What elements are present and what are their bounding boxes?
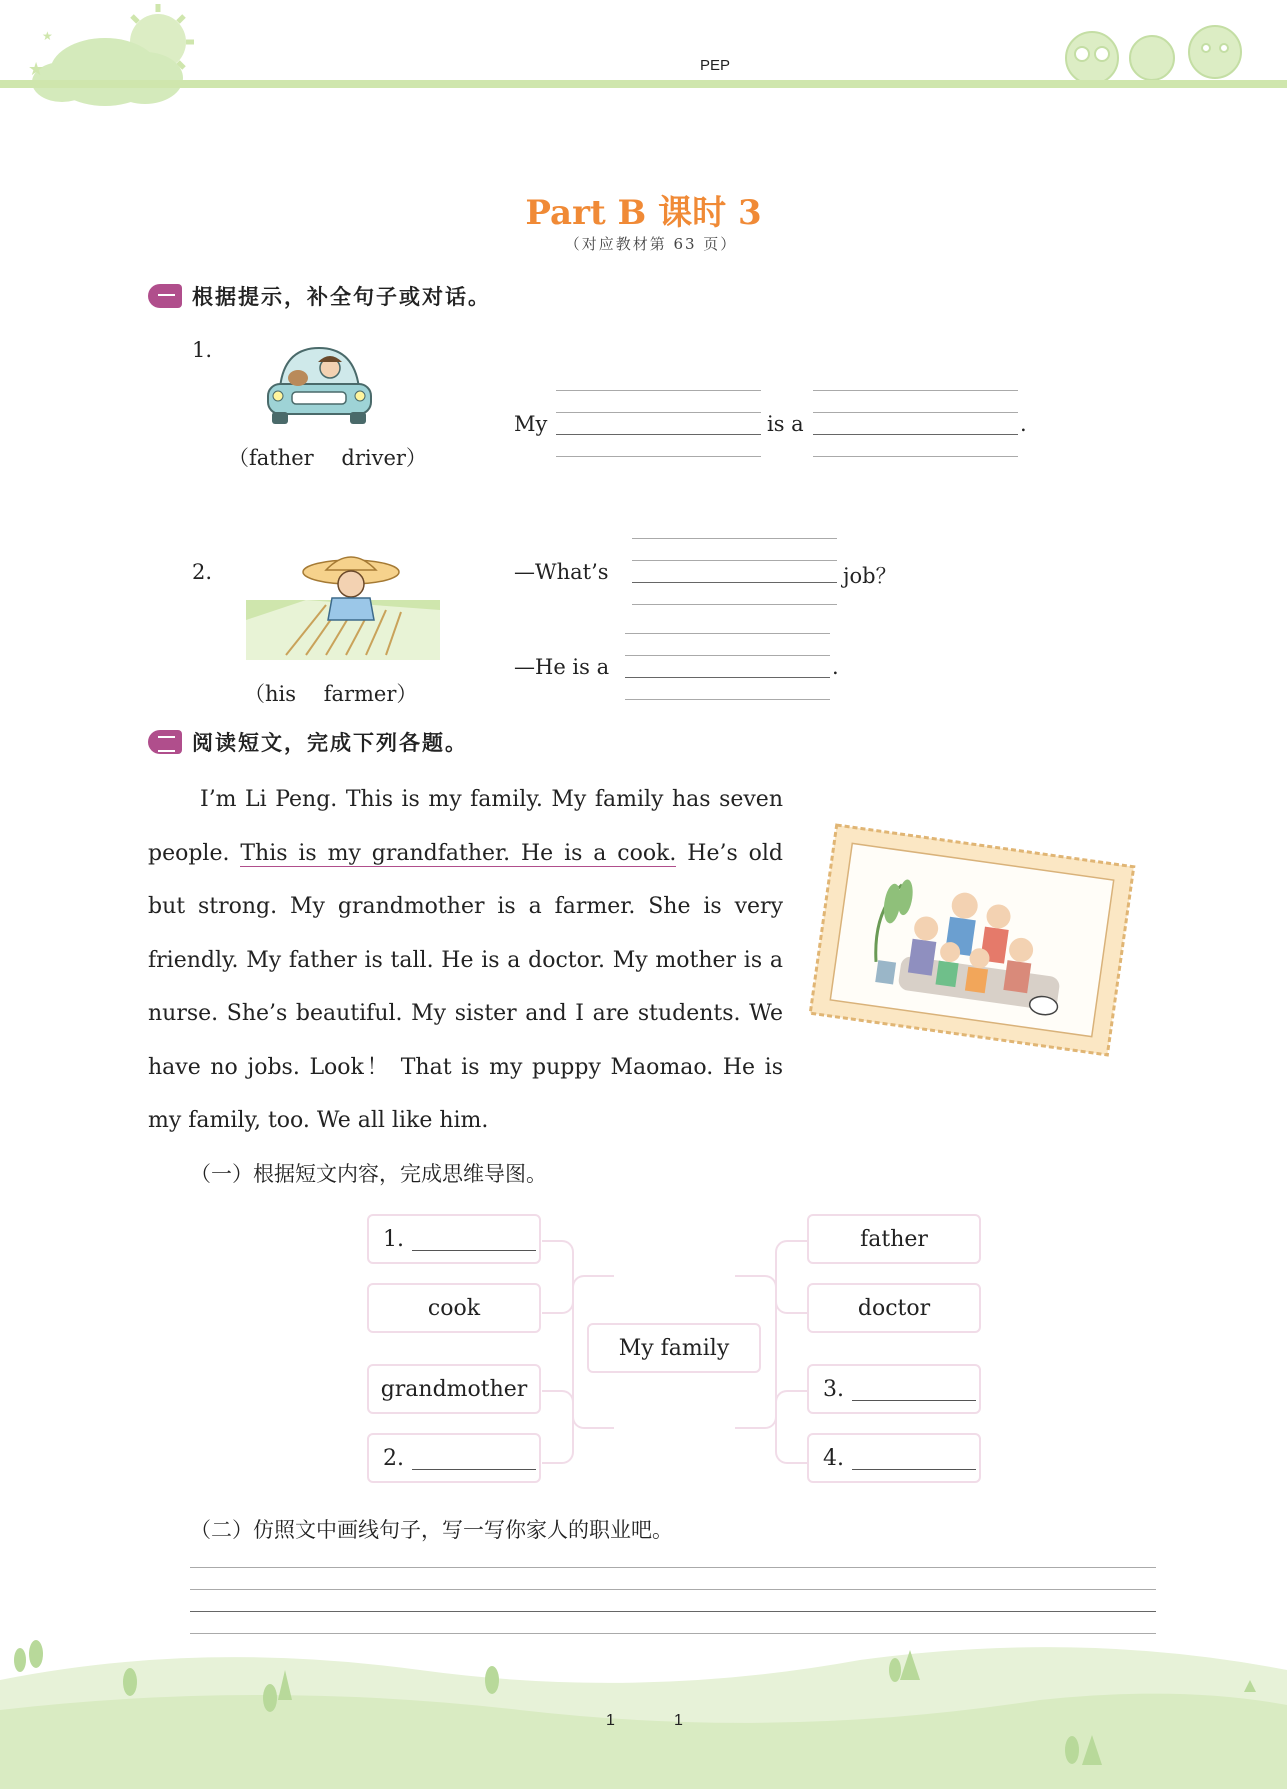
section-1-title: 根据提示，补全句子或对话。 [192, 285, 491, 309]
page-subtitle: （对应教材第 63 页） [564, 235, 738, 253]
item-2-question-end: job？ [843, 564, 897, 588]
page-number-left: 1 [606, 1712, 615, 1729]
item-2-hint: （his farmer） [244, 682, 418, 706]
mindmap-left-label-4: 2. [383, 1445, 404, 1471]
section-1-heading [148, 282, 491, 310]
mindmap-left-box-4[interactable] [367, 1433, 541, 1483]
item-2-answer-start: —He is a [514, 655, 610, 679]
mindmap-blank-4[interactable] [852, 1447, 976, 1470]
section-2-badge-icon [148, 730, 182, 754]
page-number-right: 1 [674, 1712, 683, 1729]
mindmap-right-label-1: father [860, 1226, 928, 1252]
mindmap-right-label-4: 4. [823, 1445, 844, 1471]
item-2-number: 2. [192, 560, 213, 584]
mindmap-center-box [587, 1323, 761, 1373]
section-2-heading [148, 728, 468, 756]
item-2-answer-end: . [832, 655, 839, 679]
item-1-blank-father[interactable] [556, 392, 761, 454]
reading-passage [148, 773, 783, 1148]
mindmap-left-box-3 [367, 1364, 541, 1414]
mindmap-center-label: My family [618, 1335, 730, 1361]
item-1-period: . [1020, 412, 1027, 436]
car-driver-illustration [262, 340, 377, 430]
sun-cloud-decoration [28, 4, 194, 106]
left-bottom-connector [542, 1390, 574, 1464]
page-title: Part B 课时 3 [525, 193, 762, 233]
section-2-title: 阅读短文，完成下列各题。 [192, 731, 468, 755]
right-bottom-connector [775, 1390, 807, 1464]
family-photo-illustration [800, 815, 1145, 1065]
mindmap-right-label-3: 3. [823, 1376, 844, 1402]
right-top-connector [775, 1240, 807, 1314]
left-top-connector [542, 1240, 574, 1314]
animal-faces-decoration [1066, 26, 1241, 84]
item-1-word-my: My [514, 412, 548, 436]
mindmap-right-box-1 [807, 1214, 981, 1264]
task-2-heading: （二）仿照文中画线句子，写一写你家人的职业吧。 [190, 1518, 673, 1542]
item-2-question-start: —What’s [514, 560, 609, 584]
mindmap-left-box-1[interactable] [367, 1214, 541, 1264]
mindmap-blank-2[interactable] [412, 1447, 536, 1470]
mindmap-left-label-1: 1. [383, 1226, 404, 1252]
svg-text:★: ★ [42, 29, 53, 43]
mindmap-blank-1[interactable] [412, 1228, 536, 1251]
mindmap-left-label-3: grandmother [380, 1376, 528, 1402]
mindmap-right-box-3[interactable] [807, 1364, 981, 1414]
item-1-hint: （father driver） [228, 446, 427, 470]
header-decoration [0, 0, 1287, 110]
farmer-illustration [246, 550, 440, 660]
landscape-decoration [0, 1640, 1287, 1789]
passage-underlined-sentence: This is my grandfather. He is a cook. [240, 840, 677, 866]
item-2-blank-farmer[interactable] [625, 635, 830, 697]
item-1-word-is-a: is a [767, 412, 804, 436]
section-1-badge-icon [148, 284, 182, 308]
mindmap-left-box-2 [367, 1283, 541, 1333]
header-band [0, 80, 1287, 88]
passage-text-2: He’s old but strong. My grandmother is a farmer. She is very friendly. My father is tall. He is a doctor. My mother is a nurse. She’s beautiful. My sister and I are students. We have no jobs. Look！ That is my puppy Maomao. He is my family, too. We all like him. [148, 840, 783, 1133]
series-code: PEP [700, 57, 731, 74]
mindmap-blank-3[interactable] [852, 1378, 976, 1401]
passage-text-1: I’m Li Peng. This is my family. My family has seven people. [148, 787, 783, 866]
item-1-number: 1. [192, 338, 213, 362]
writing-area[interactable] [190, 1569, 1156, 1631]
mindmap-right-box-4[interactable] [807, 1433, 981, 1483]
mindmap-left-label-2: cook [427, 1295, 481, 1321]
item-1-blank-driver[interactable] [813, 392, 1018, 454]
task-1-heading: （一）根据短文内容，完成思维导图。 [190, 1162, 547, 1186]
mindmap-right-label-2: doctor [857, 1295, 931, 1321]
mindmap-right-box-2 [807, 1283, 981, 1333]
svg-text:★: ★ [28, 59, 45, 80]
item-2-blank-his[interactable] [632, 540, 837, 602]
